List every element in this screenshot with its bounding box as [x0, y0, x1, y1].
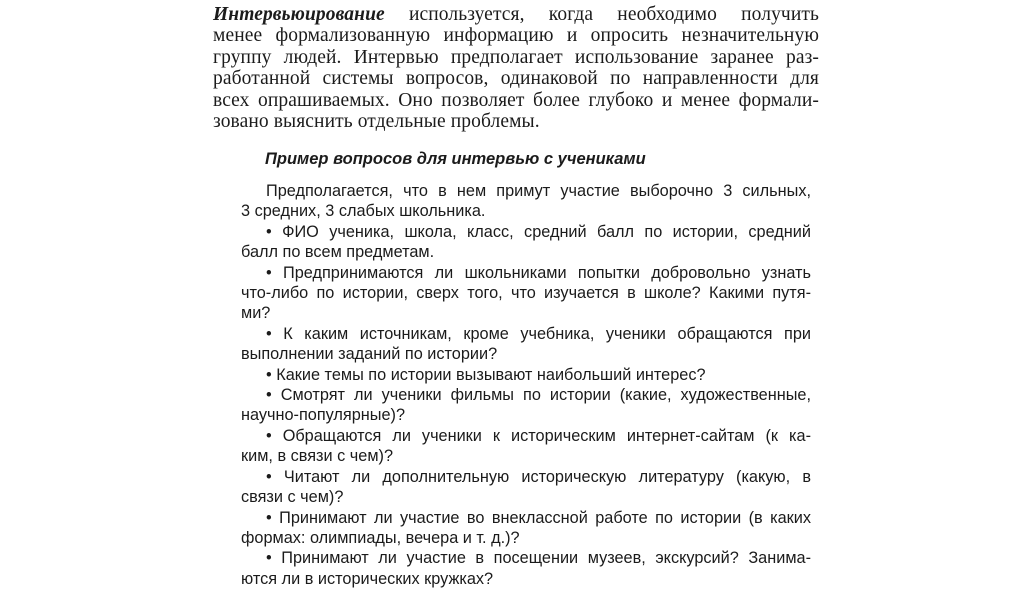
intro-line: менее формализованную информацию и опросить незначительную	[213, 25, 819, 47]
intro-line-text: используется, когда необходимо получить	[384, 4, 819, 25]
intro-line	[213, 4, 819, 25]
question-line: • Принимают ли участие во внеклассной работе по истории (в каких	[266, 508, 811, 527]
question-line: балл по всем предметам.	[241, 243, 435, 262]
intro-paragraph	[213, 4, 819, 132]
question-line: Предполагается, что в нем примут участие выборочно 3 сильных,	[266, 182, 811, 200]
example-heading: Пример вопросов для интервью с учениками	[265, 150, 646, 168]
question-line: • Смотрят ли ученики фильмы по истории (какие, художественные,	[266, 386, 811, 405]
question-line: выполнении заданий по истории?	[241, 345, 498, 364]
question-line: формах: олимпиады, вечера и т. д.)?	[241, 528, 520, 547]
question-line: связи с чем)?	[241, 488, 344, 507]
question-line: ким, в связи с чем)?	[241, 447, 394, 466]
question-line: • Предпринимаются ли школьниками попытки добровольно узнать	[266, 263, 811, 282]
question-line: • Какие темы по истории вызывают наибольший интерес?	[266, 365, 706, 384]
intro-line: всех опрашиваемых. Оно позволяет более глубоко и менее формали-	[213, 89, 819, 111]
intro-line: работанной системы вопросов, одинаковой по направленности для	[213, 68, 819, 90]
question-line: что-либо по истории, сверх того, что изучается в школе? Какими путя-	[241, 284, 811, 303]
interview-questions	[241, 181, 811, 589]
question-line: ми?	[241, 304, 271, 323]
question-line: • Читают ли дополнительную историческую литературу (какую, в	[266, 467, 811, 486]
question-line: • К каким источникам, кроме учебника, ученики обращаются при	[266, 324, 811, 343]
question-line: • Принимают ли участие в посещении музеев, экскурсий? Занима-	[266, 549, 811, 568]
question-line: ются ли в исторических кружках?	[241, 569, 494, 588]
question-line: научно-популярные)?	[241, 406, 406, 425]
question-line: • Обращаются ли ученики к историческим интернет-сайтам (к ка-	[266, 426, 811, 445]
intro-line: группу людей. Интервью предполагает использование заранее раз-	[213, 46, 819, 68]
intro-term: Интервьюирование	[213, 4, 385, 25]
intro-line: зовано выяснить отдельные проблемы.	[213, 111, 540, 133]
question-line: 3 средних, 3 слабых школьника.	[241, 202, 486, 221]
question-line: • ФИО ученика, школа, класс, средний балл по истории, средний	[266, 222, 811, 241]
